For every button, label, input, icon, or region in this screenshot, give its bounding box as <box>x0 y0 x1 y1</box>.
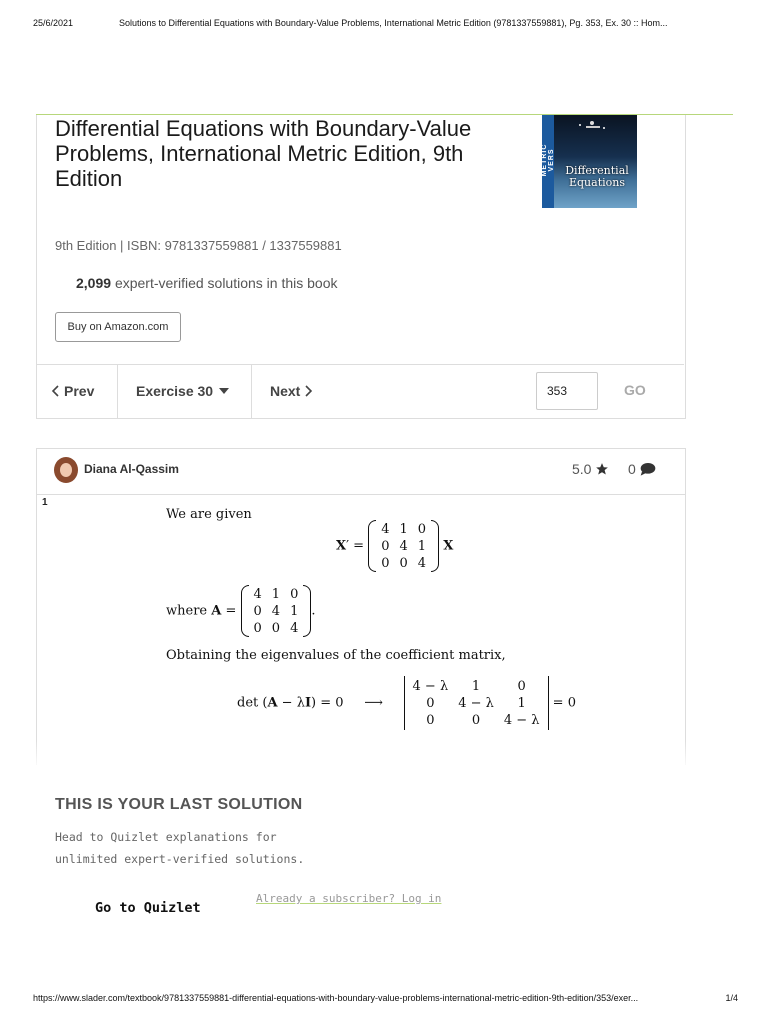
given-text: We are given <box>166 507 252 522</box>
determinant-equation: det (A − λI) = 0 ⟶ 4 − λ 1 0 0 4 − λ 1 0 0 4 − λ = 0 <box>237 676 576 730</box>
paywall-description <box>55 826 355 870</box>
edition-isbn: 9th Edition | ISBN: 9781337559881 / 1337559881 <box>55 238 342 253</box>
print-date: 25/6/2021 <box>33 18 74 28</box>
paywall-title: THIS IS YOUR LAST SOLUTION <box>55 796 303 813</box>
content-fade <box>30 740 730 770</box>
coefficient-matrix: 4 1 0 0 4 1 0 0 4 <box>381 521 427 571</box>
print-page-number: 1/4 <box>725 993 738 1003</box>
caret-down-icon <box>219 388 229 394</box>
cover-band-text: METRIC VERS <box>541 143 555 177</box>
login-link[interactable]: Already a subscriber? Log in <box>256 892 442 905</box>
chevron-left-icon <box>52 385 60 397</box>
solutions-count <box>76 275 338 291</box>
step-number: 1 <box>42 497 48 508</box>
cover-title: Differential Equations <box>565 164 629 189</box>
divider <box>117 364 118 418</box>
author-name[interactable]: Diana Al-Qassim <box>84 462 179 476</box>
rating-value: 5.0 <box>572 461 592 477</box>
go-button[interactable]: GO <box>624 382 646 398</box>
system-equation: X′ = 4 1 0 0 4 1 0 0 4 X <box>336 521 454 571</box>
satellite-graphic <box>572 119 612 133</box>
solutions-number: 2,099 <box>76 275 112 291</box>
book-cover-image[interactable] <box>542 115 637 208</box>
prev-button[interactable] <box>52 364 94 418</box>
print-url: https://www.slader.com/textbook/9781337559881-differential-equations-with-boundary-value-problems-international-metric-edition-9th-edition/353/exer... <box>33 993 639 1003</box>
chevron-right-icon <box>304 385 312 397</box>
cover-band <box>542 115 554 208</box>
comment-icon <box>640 462 656 476</box>
comments[interactable] <box>628 461 656 477</box>
matrix-a: 4 1 0 0 4 1 0 0 4 <box>253 586 299 636</box>
rating[interactable] <box>572 461 609 477</box>
star-icon <box>595 462 609 476</box>
next-button[interactable] <box>270 364 312 418</box>
page-number-input[interactable] <box>536 372 598 410</box>
divider <box>36 494 685 495</box>
paywall-desc-line: Head to Quizlet explanations for <box>55 830 277 844</box>
buy-on-amazon-button[interactable]: Buy on Amazon.com <box>55 312 181 342</box>
go-to-quizlet-button[interactable]: Go to Quizlet <box>95 900 201 916</box>
obtain-text: Obtaining the eigenvalues of the coefficient matrix, <box>166 648 506 663</box>
prev-label: Prev <box>64 383 95 399</box>
book-title: Differential Equations with Boundary-Value Problems, International Metric Edition, 9th Edition <box>55 116 472 191</box>
exercise-dropdown[interactable] <box>136 364 229 418</box>
avatar-face <box>60 463 72 477</box>
print-title: Solutions to Differential Equations with Boundary-Value Problems, International Metric Edition (9781337559881), Pg. 353, Ex. 30 :: Hom... <box>119 18 668 28</box>
divider <box>251 364 252 418</box>
where-clause: where A = 4 1 0 0 4 1 0 0 4. <box>166 586 316 636</box>
comments-count: 0 <box>628 461 636 477</box>
determinant-matrix: 4 − λ 1 0 0 4 − λ 1 0 0 4 − λ <box>412 678 540 728</box>
paywall-desc-line: unlimited expert-verified solutions. <box>55 852 305 866</box>
exercise-label: Exercise 30 <box>136 383 214 399</box>
solutions-label: expert-verified solutions in this book <box>114 275 338 291</box>
avatar[interactable] <box>54 457 78 483</box>
next-label: Next <box>270 383 301 399</box>
where-text: where <box>166 603 208 619</box>
